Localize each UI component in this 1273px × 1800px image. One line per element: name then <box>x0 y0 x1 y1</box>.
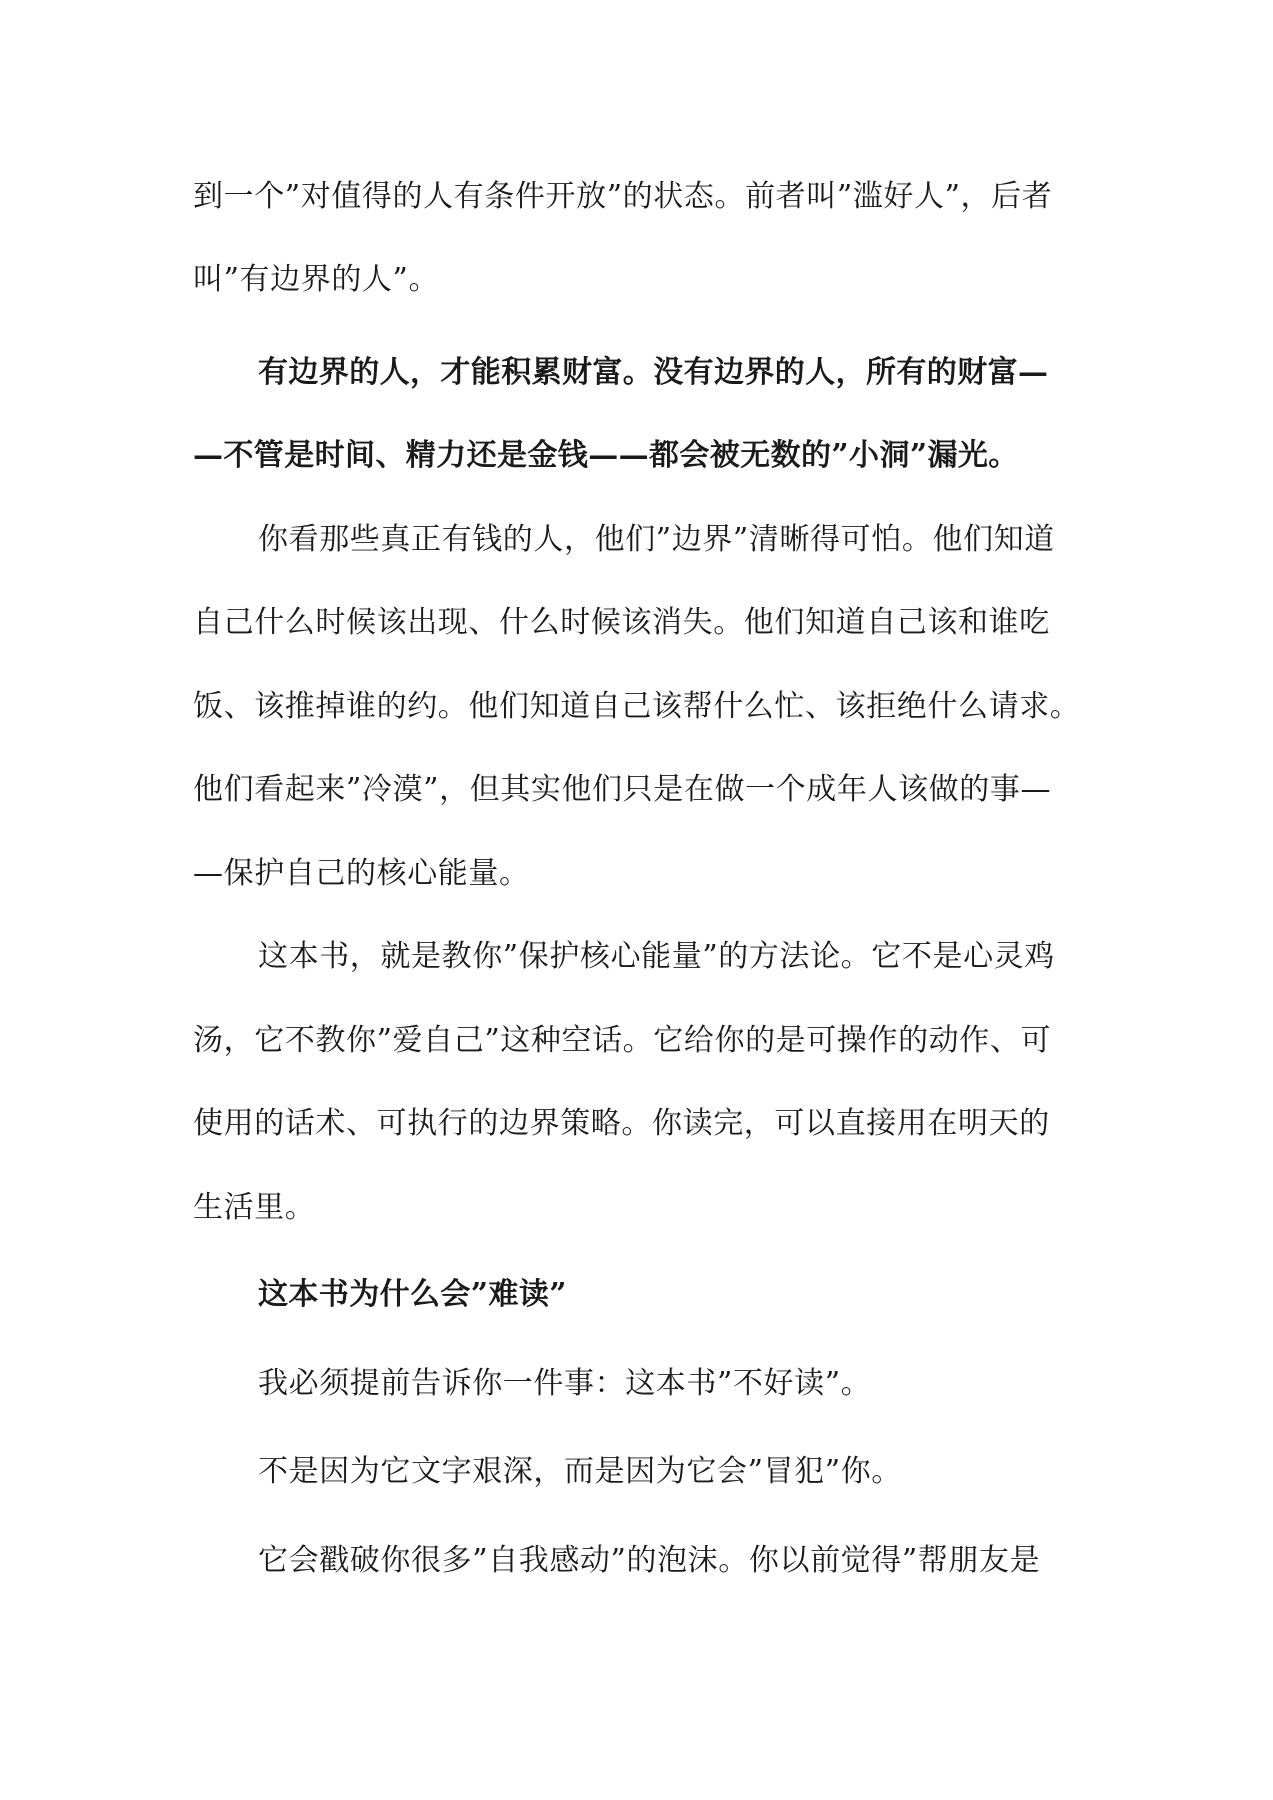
bold-paragraph-line: —不管是时间、精力还是金钱——都会被无数的”小洞”漏光。 <box>193 438 1019 473</box>
paragraph-line: 生活里。 <box>193 1190 316 1225</box>
paragraph-line: 这本书，就是教你”保护核心能量”的方法论。它不是心灵鸡 <box>258 939 1055 974</box>
bold-paragraph-line: 有边界的人，才能积累财富。没有边界的人，所有的财富— <box>258 355 1049 390</box>
paragraph-line: 到一个”对值得的人有条件开放”的状态。前者叫”滥好人”，后者 <box>193 179 1053 214</box>
paragraph-line: 汤，它不教你”爱自己”这种空话。它给你的是可操作的动作、可 <box>193 1023 1052 1058</box>
paragraph-line: 我必须提前告诉你一件事：这本书”不好读”。 <box>258 1366 872 1401</box>
paragraph-line: 叫”有边界的人”。 <box>193 262 440 297</box>
paragraph-line: —保护自己的核心能量。 <box>193 856 530 891</box>
paragraph-line: 使用的话术、可执行的边界策略。你读完，可以直接用在明天的 <box>193 1106 1050 1141</box>
paragraph-line: 饭、该推掉谁的约。他们知道自己该帮什么忙、该拒绝什么请求。 <box>193 689 1081 724</box>
paragraph-line: 你看那些真正有钱的人，他们”边界”清晰得可怕。他们知道 <box>258 522 1055 557</box>
paragraph-line: 自己什么时候该出现、什么时候该消失。他们知道自己该和谁吃 <box>193 605 1050 640</box>
paragraph-line: 他们看起来”冷漠”，但其实他们只是在做一个成年人该做的事— <box>193 772 1052 807</box>
paragraph-line: 不是因为它文字艰深，而是因为它会”冒犯”你。 <box>258 1454 902 1489</box>
section-heading: 这本书为什么会”难读” <box>258 1277 567 1312</box>
paragraph-line: 它会戳破你很多”自我感动”的泡沫。你以前觉得”帮朋友是 <box>258 1543 1041 1578</box>
